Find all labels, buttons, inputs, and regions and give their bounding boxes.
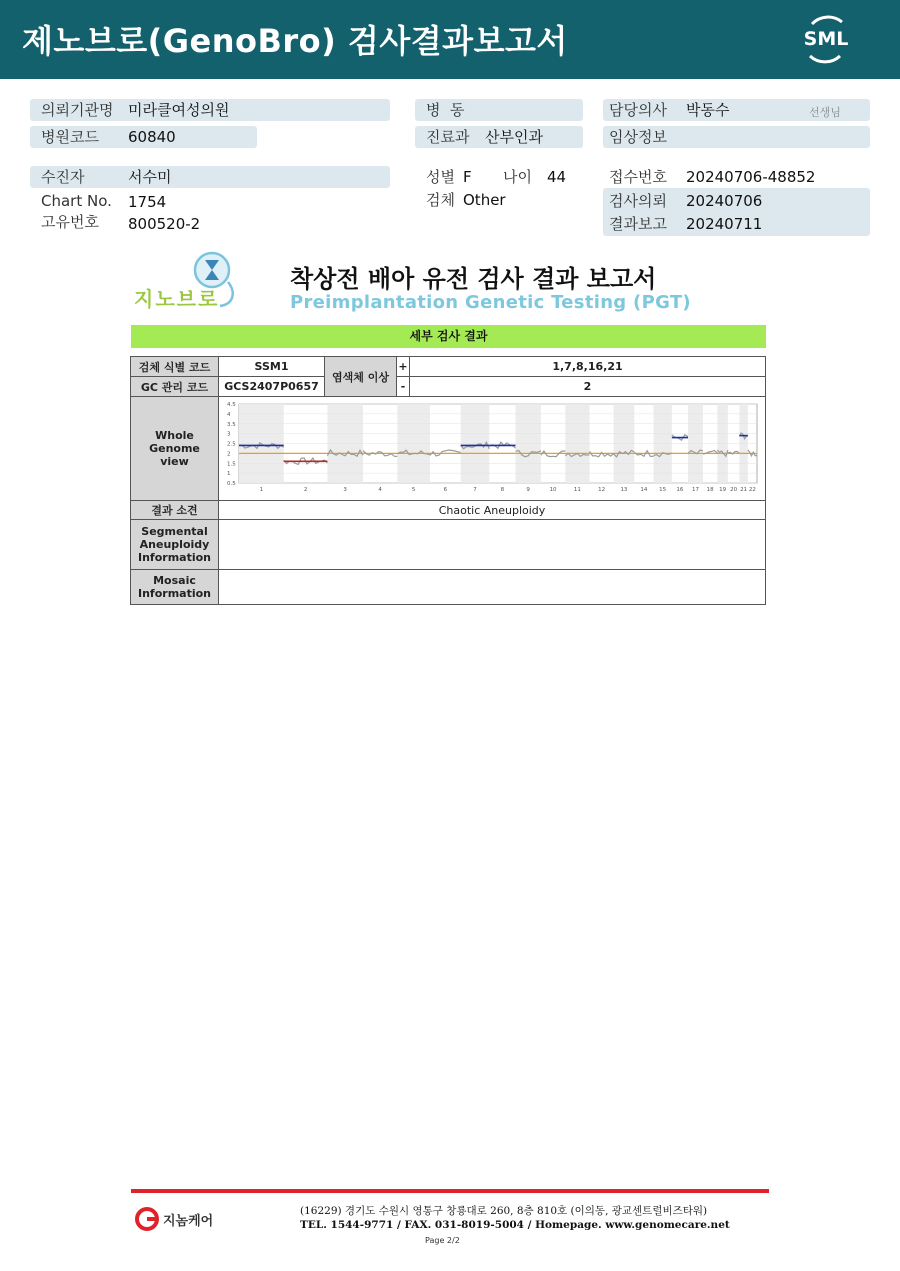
clinical-label: 임상정보: [609, 128, 667, 146]
x-tick-label: 10: [549, 487, 557, 493]
result-value: Chaotic Aneuploidy: [219, 501, 766, 520]
doctor-label: 담당의사: [609, 101, 667, 119]
request-label: 검사의뢰: [609, 192, 667, 210]
institution-value: 미라클여성의원: [128, 101, 230, 119]
genobro-logo: [132, 248, 247, 312]
x-tick-label: 15: [659, 487, 667, 493]
segmental-value: [219, 520, 766, 570]
patient-label: 수진자: [41, 168, 85, 186]
doctor-value: 박동수: [686, 101, 730, 119]
y-tick-label: 4: [227, 411, 231, 418]
x-tick-label: 17: [691, 487, 699, 493]
result-table: [130, 356, 766, 605]
wgv-label: Whole Genome view: [131, 397, 219, 501]
report-header: [0, 0, 900, 79]
uid-value: 800520-2: [128, 215, 201, 233]
x-tick-label: 12: [598, 487, 606, 493]
x-tick-label: 14: [640, 487, 648, 493]
specimen-code-label: 검체 식별 코드: [131, 357, 219, 377]
genomecare-logo: [135, 1205, 225, 1233]
doctor-suffix: 선생님: [809, 106, 841, 119]
table-row: [131, 397, 766, 501]
section-title: 세부 검사 결과: [131, 325, 766, 348]
pgt-title-korean: 착상전 배아 유전 검사 결과 보고서: [290, 265, 657, 293]
age-value: 44: [547, 168, 567, 186]
genobro-logo-text: 지노브로: [134, 287, 220, 311]
plus-sign: +: [397, 357, 410, 377]
y-tick-label: 4.5: [227, 402, 236, 408]
minus-sign: -: [397, 377, 410, 397]
whole-genome-chart: [223, 399, 761, 495]
footer-address: (16229) 경기도 수원시 영통구 창룡대로 260, 8층 810호 (이의동, 광교센트럴비즈타워): [300, 1205, 708, 1217]
report-title: 제노브로(GenoBro) 검사결과보고서: [22, 22, 568, 60]
report-label: 결과보고: [609, 215, 667, 233]
table-row: [131, 377, 766, 397]
specimen-code-value: SSM1: [219, 357, 325, 377]
sml-logo: [800, 12, 852, 66]
x-tick-label: 9: [526, 487, 530, 493]
segmental-label: Segmental Aneuploidy Information: [131, 520, 219, 570]
x-tick-label: 7: [473, 487, 477, 493]
report-value: 20240711: [686, 215, 763, 233]
dept-label: 진료과: [426, 128, 470, 146]
patient-value: 서수미: [128, 168, 172, 186]
x-tick-label: 1: [259, 487, 264, 493]
x-tick-label: 8: [500, 487, 505, 493]
sml-logo-text: SML: [803, 28, 849, 50]
page-number: Page 2/2: [425, 1236, 460, 1245]
footer-contact: TEL. 1544-9771 / FAX. 031-8019-5004 / Homepage. www.genomecare.net: [300, 1219, 730, 1231]
pgt-title-english: Preimplantation Genetic Testing (PGT): [290, 292, 691, 313]
chart-no-label: Chart No.: [41, 192, 112, 210]
gc-code-label: GC 관리 코드: [131, 377, 219, 397]
footer-address-block: [300, 1204, 730, 1232]
y-tick-label: 2.5: [227, 441, 236, 448]
x-tick-label: 21: [740, 487, 748, 493]
x-tick-label: 16: [676, 487, 684, 493]
receipt-label: 접수번호: [609, 168, 667, 186]
abnormal-label: 염색체 이상: [325, 357, 397, 397]
table-row: [131, 570, 766, 605]
sex-value: F: [463, 168, 472, 186]
y-tick-label: 3: [227, 431, 231, 438]
hospital-code-value: 60840: [128, 128, 176, 146]
gain-chromosomes: 1,7,8,16,21: [410, 357, 766, 377]
uid-label: 고유번호: [41, 213, 99, 231]
y-tick-label: 3.5: [227, 421, 236, 428]
y-tick-label: 0.5: [227, 481, 236, 487]
table-row: [131, 520, 766, 570]
specimen-label: 검체: [426, 191, 455, 209]
x-tick-label: 22: [748, 487, 756, 493]
dept-value: 산부인과: [485, 128, 543, 146]
y-tick-label: 1.5: [227, 461, 236, 468]
table-row: [131, 357, 766, 377]
x-tick-label: 19: [719, 487, 727, 493]
x-tick-label: 6: [443, 487, 448, 493]
table-row: [131, 501, 766, 520]
request-value: 20240706: [686, 192, 763, 210]
x-tick-label: 5: [411, 487, 416, 493]
y-tick-label: 1: [227, 471, 231, 478]
result-label: 결과 소견: [131, 501, 219, 520]
chart-no-value: 1754: [128, 193, 167, 211]
sex-label: 성별: [426, 168, 455, 186]
y-tick-label: 2: [227, 451, 231, 458]
x-tick-label: 18: [706, 487, 714, 493]
footer-divider: [131, 1189, 769, 1193]
x-tick-label: 11: [573, 487, 581, 493]
institution-label: 의뢰기관명: [41, 101, 114, 119]
x-tick-label: 4: [378, 487, 382, 493]
x-tick-label: 3: [343, 487, 347, 493]
loss-chromosomes: 2: [410, 377, 766, 397]
gc-code-value: GCS2407P0657: [219, 377, 325, 397]
mosaic-label: Mosaic Information: [131, 570, 219, 605]
ward-label: 병 동: [426, 101, 465, 119]
receipt-value: 20240706-48852: [686, 168, 816, 186]
mosaic-value: [219, 570, 766, 605]
age-label: 나이: [503, 168, 532, 186]
x-tick-label: 2: [303, 487, 308, 493]
genomecare-logo-text: 지놈케어: [163, 1214, 214, 1229]
wgv-cell: [219, 397, 766, 501]
specimen-value: Other: [463, 191, 506, 209]
x-tick-label: 20: [730, 487, 738, 493]
hospital-code-label: 병원코드: [41, 128, 99, 146]
x-tick-label: 13: [620, 487, 628, 493]
